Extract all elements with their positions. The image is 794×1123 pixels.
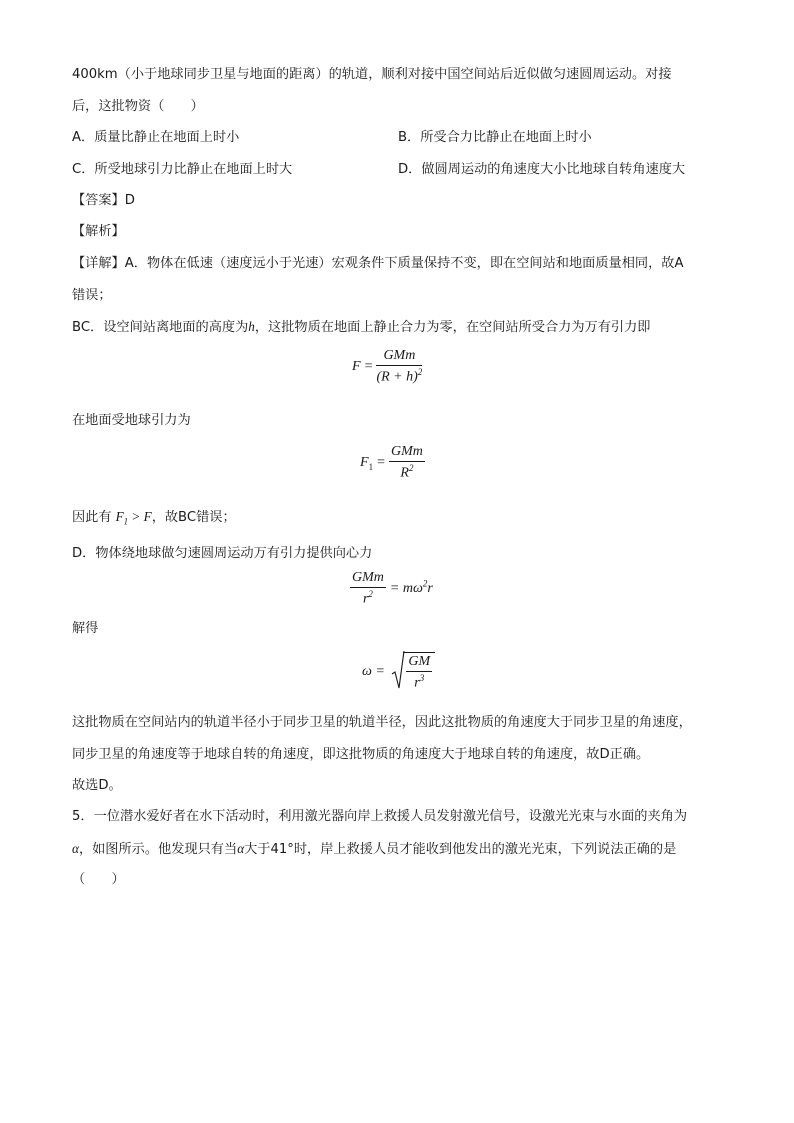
detail-a-line-1: 【详解】A．物体在低速（速度远小于光速）宏观条件下质量保持不变，即在空间站和地面质量相同，故A	[72, 256, 684, 271]
formula-angular-velocity	[362, 652, 435, 692]
sqrt-sign-icon	[391, 650, 405, 690]
q4-option-d: D．做圆周运动的角速度大小比地球自转角速度大	[398, 162, 686, 177]
f3-rhs-end: r	[427, 581, 433, 597]
bc-intro	[72, 318, 651, 337]
f3-denominator-power: 2	[368, 589, 373, 599]
q4-option-b: B．所受合力比静止在地面上时小	[398, 130, 592, 145]
f3-numerator: GMm	[350, 570, 386, 588]
f1-fraction	[376, 348, 422, 386]
f2-denominator: R	[400, 465, 409, 481]
d-intro: D．物体绕地球做匀速圆周运动万有引力提供向心力	[72, 546, 373, 561]
sqrt-wrapper	[391, 652, 435, 692]
f1-denominator-power: 2	[417, 367, 423, 377]
q4-stem-line-1: 400km（小于地球同步卫星与地面的距离）的轨道，顺利对接中国空间站后近似做匀速圆周运动。对接	[72, 67, 672, 82]
f3-denominator: r	[362, 591, 369, 607]
therefore-line	[72, 508, 236, 531]
bc-intro-pre: BC．设空间站离地面的高度为	[72, 320, 249, 335]
f4-denominator-power: 3	[419, 673, 425, 683]
f4-numerator: GM	[406, 654, 432, 672]
q5-line-2	[72, 840, 676, 859]
analysis-label: 【解析】	[72, 224, 125, 239]
detail-a-line-2: 错误；	[72, 288, 112, 303]
q5-var-alpha: α	[72, 841, 79, 856]
formula-gravity-orbit: F = $\frac{\text{GMm}}{(R + h)^2}$	[352, 348, 423, 385]
solve-text: 解得	[72, 621, 99, 636]
answer-label: 【答案】D	[72, 193, 135, 208]
conclusion-line-1: 这批物质在空间站内的轨道半径小于同步卫星的轨道半径，因此这批物质的角速度大于同步卫星的角速度，	[72, 715, 692, 730]
formula-gravity-ground: $F_1$ = $\frac{\text{GMm}}{R^2}$	[360, 444, 423, 481]
choose-line: 故选D。	[72, 778, 122, 793]
q5-line-1: 5．一位潜水爱好者在水下活动时，利用激光器向岸上救援人员发射激光信号，设激光光束与水面的夹角为	[72, 809, 688, 824]
f2-lhs-sub: 1	[368, 461, 374, 472]
f2-fraction	[389, 444, 425, 482]
q5-line-2-mid: ，如图所示。他发现只有当	[78, 842, 238, 857]
f3-fraction	[350, 570, 386, 608]
therefore-f: F	[115, 509, 124, 524]
f1-lhs: F	[352, 359, 361, 375]
f3-rhs-power: 2	[422, 578, 428, 589]
f1-denominator: (R + h)	[376, 369, 418, 385]
q4-option-a: A．质量比静止在地面上时小	[72, 130, 240, 145]
f4-fraction	[406, 654, 432, 692]
formula-centripetal	[350, 570, 433, 608]
f2-numerator: GMm	[389, 444, 425, 462]
bc-intro-post: ，这批物质在地面上静止合力为零，在空间站所受合力为万有引力即	[254, 320, 651, 335]
f4-lhs: ω =	[362, 663, 385, 679]
bc-var-h: h	[248, 319, 255, 334]
ground-gravity-text: 在地面受地球引力为	[72, 413, 191, 428]
f4-denominator: r	[414, 675, 420, 691]
therefore-rest: > F	[128, 509, 152, 524]
f2-denominator-power: 2	[408, 463, 414, 473]
q5-line-3: （ ）	[72, 872, 125, 887]
q5-var-alpha-2: α	[237, 841, 245, 856]
sqrt-radicand	[403, 652, 435, 692]
therefore-pre: 因此有	[72, 510, 112, 525]
conclusion-line-2: 同步卫星的角速度等于地球自转的角速度，即这批物质的角速度大于地球自转的角速度，故D正确。	[72, 747, 650, 762]
q4-stem-line-2: 后，这批物资（ ）	[72, 99, 204, 114]
f2-lhs: F	[360, 455, 369, 471]
therefore-sub: 1	[123, 516, 129, 527]
f1-numerator: GMm	[376, 348, 422, 366]
f3-rhs: = mω	[389, 581, 423, 597]
q4-option-c: C．所受地球引力比静止在地面上时大	[72, 162, 293, 177]
therefore-post: ，故BC错误；	[151, 510, 236, 525]
q5-line-2-post: 大于41°时，岸上救援人员才能收到他发出的激光光束，下列说法正确的是	[244, 842, 677, 857]
